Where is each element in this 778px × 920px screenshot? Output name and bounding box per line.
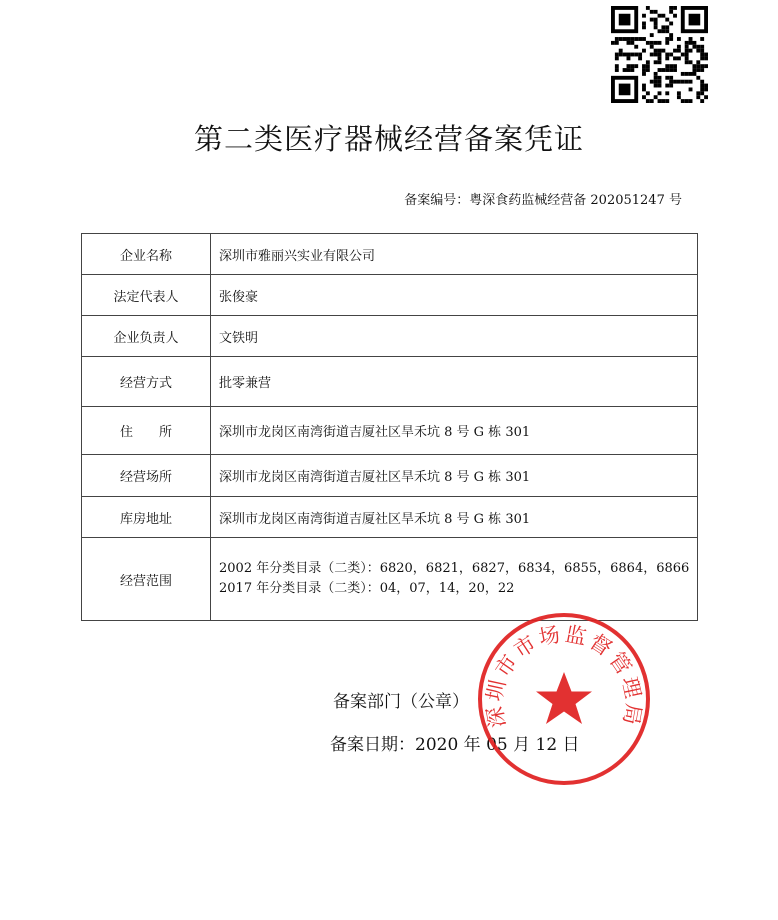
table-row <box>82 407 698 455</box>
svg-text:深圳市市场监督管理局: 深圳市市场监督管理局 <box>482 621 646 730</box>
info-table <box>81 233 698 621</box>
row-value: 深圳市龙岗区南湾街道吉厦社区旱禾坑 8 号 G 栋 301 <box>211 455 698 497</box>
row-value: 张俊豪 <box>211 275 698 316</box>
row-label: 企业负责人 <box>82 316 211 357</box>
row-value: 文铁明 <box>211 316 698 357</box>
table-row <box>82 357 698 407</box>
qr-code-icon <box>611 6 708 103</box>
row-label: 经营场所 <box>82 455 211 497</box>
page-title: 第二类医疗器械经营备案凭证 <box>193 122 584 156</box>
row-value: 深圳市龙岗区南湾街道吉厦社区旱禾坑 8 号 G 栋 301 <box>211 407 698 455</box>
official-seal-stamp <box>475 610 653 788</box>
row-label: 经营范围 <box>82 538 211 621</box>
row-value <box>211 538 698 621</box>
scope-line-2017: 2017 年分类目录（二类）：04，07，14，20，22 <box>219 581 515 596</box>
table-row <box>82 316 698 357</box>
table-row <box>82 455 698 497</box>
scope-line-2002: 2002 年分类目录（二类）：6820，6821，6827，6834，6855，6864，6866 <box>219 561 690 576</box>
star-icon <box>536 672 592 724</box>
row-value: 深圳市雅丽兴实业有限公司 <box>211 234 698 275</box>
row-label: 经营方式 <box>82 357 211 407</box>
row-label: 库房地址 <box>82 497 211 538</box>
table-row <box>82 275 698 316</box>
record-date: 备案日期：2020 年 05 月 12 日 <box>330 735 580 755</box>
table-row <box>82 538 698 621</box>
row-value: 深圳市龙岗区南湾街道吉厦社区旱禾坑 8 号 G 栋 301 <box>211 497 698 538</box>
department-label: 备案部门（公章） <box>333 692 469 712</box>
table-row <box>82 234 698 275</box>
row-value: 批零兼营 <box>211 357 698 407</box>
record-number: 备案编号：粤深食药监械经营备 202051247 号 <box>404 193 682 208</box>
row-label: 企业名称 <box>82 234 211 275</box>
row-label: 住 所 <box>82 407 211 455</box>
table-row <box>82 497 698 538</box>
row-label: 法定代表人 <box>82 275 211 316</box>
